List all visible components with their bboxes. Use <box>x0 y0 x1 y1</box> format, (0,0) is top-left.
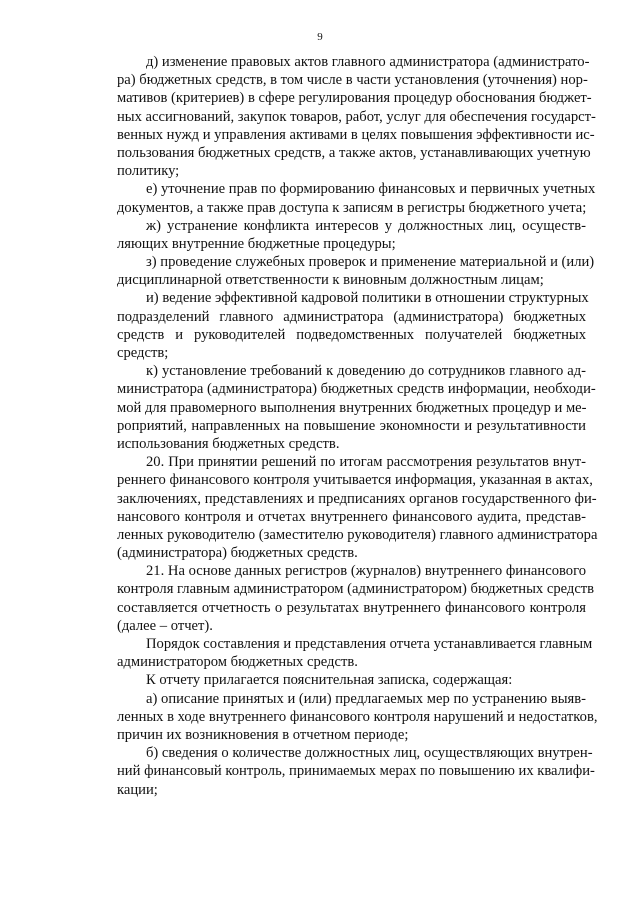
text-line: мой для правомерного выполнения внутренних бюджетных процедур и ме- <box>117 399 587 416</box>
text-line: контроля главным администратором (администратором) бюджетных средств <box>117 581 595 598</box>
text-line: венных нужд и управления активами в целях повышения эффективности ис- <box>117 126 595 143</box>
text-line: ний финансовый контроль, принимаемых мерах по повышению их квалифи- <box>117 763 595 780</box>
text-line: роприятий, направленных на повышение экономности и результативности <box>117 417 586 434</box>
text-line: заключениях, представлениях и предписаниях органов государственного фи- <box>117 490 597 507</box>
text-line: К отчету прилагается пояснительная записка, содержащая: <box>146 672 513 689</box>
text-line: ленных в ходе внутреннего финансового контроля нарушений и недостатков, <box>117 708 598 725</box>
text-line: ленных руководителю (заместителю руководителя) главного администратора <box>117 526 598 543</box>
text-line: составляется отчетность о результатах внутреннего финансового контроля <box>117 599 586 616</box>
text-line: е) уточнение прав по формированию финансовых и первичных учетных <box>146 181 596 198</box>
document-body <box>117 53 598 799</box>
text-line: средств и руководителей подведомственных получателей бюджетных <box>117 326 586 343</box>
text-line: мативов (критериев) в сфере регулирования процедур обоснования бюджет- <box>117 90 592 107</box>
text-line: ж) устранение конфликта интересов у должностных лиц, осуществ- <box>146 217 586 234</box>
text-line: ляющих внутренние бюджетные процедуры; <box>117 235 396 252</box>
text-line: (администратора) бюджетных средств. <box>117 545 358 562</box>
paragraph <box>117 744 595 799</box>
text-line: средств; <box>117 345 169 361</box>
text-line: причин их возникновения в отчетном периоде; <box>117 726 409 743</box>
paragraph <box>117 362 596 453</box>
paragraph <box>117 180 596 216</box>
paragraph <box>117 289 589 362</box>
text-line: а) описание принятых и (или) предлагаемых мер по устранению выяв- <box>146 690 586 707</box>
paragraph <box>117 453 598 562</box>
text-line: министратора (администратора) бюджетных средств информации, необходи- <box>117 381 596 398</box>
text-line: администратором бюджетных средств. <box>117 654 358 671</box>
paragraph <box>117 562 595 635</box>
text-line: б) сведения о количестве должностных лиц, осуществляющих внутрен- <box>146 745 593 762</box>
text-line: и) ведение эффективной кадровой политики в отношении структурных <box>146 290 589 307</box>
text-line: политику; <box>117 163 180 180</box>
paragraph <box>117 253 595 289</box>
text-line: ных ассигнований, закупок товаров, работ, услуг для обеспечения государст- <box>117 108 596 125</box>
paragraph <box>117 53 596 180</box>
paragraph <box>117 671 586 689</box>
text-line: реннего финансового контроля учитывается информация, указанная в актах, <box>117 472 593 489</box>
text-line: пользования бюджетных средств, а также актов, устанавливающих учетную <box>117 144 591 161</box>
paragraph <box>117 635 593 671</box>
text-line: з) проведение служебных проверок и применение материальной и (или) <box>146 254 595 271</box>
text-line: документов, а также прав доступа к записям в регистры бюджетного учета; <box>117 199 587 216</box>
text-line: использования бюджетных средств. <box>117 435 340 452</box>
text-line: 21. На основе данных регистров (журналов) внутреннего финансового <box>146 563 586 580</box>
paragraph <box>117 217 586 253</box>
paragraph <box>117 690 598 745</box>
text-line: Порядок составления и представления отчета устанавливается главным <box>146 636 593 652</box>
text-line: к) установление требований к доведению до сотрудников главного ад- <box>146 363 586 380</box>
text-line: (далее – отчет). <box>117 617 213 634</box>
text-line: ра) бюджетных средств, в том числе в части установления (уточнения) нор- <box>117 72 588 89</box>
text-line: подразделений главного администратора (администратора) бюджетных <box>117 308 586 325</box>
text-line: нансового контроля и отчетах внутреннего финансового аудита, представ- <box>117 508 586 525</box>
text-line: 20. При принятии решений по итогам рассмотрения результатов внут- <box>146 454 586 471</box>
text-line: кации; <box>117 781 158 798</box>
page-number: 9 <box>317 31 323 43</box>
text-line: дисциплинарной ответственности к виновным должностным лицам; <box>117 272 544 289</box>
text-line: д) изменение правовых актов главного администратора (администрато- <box>146 54 590 70</box>
